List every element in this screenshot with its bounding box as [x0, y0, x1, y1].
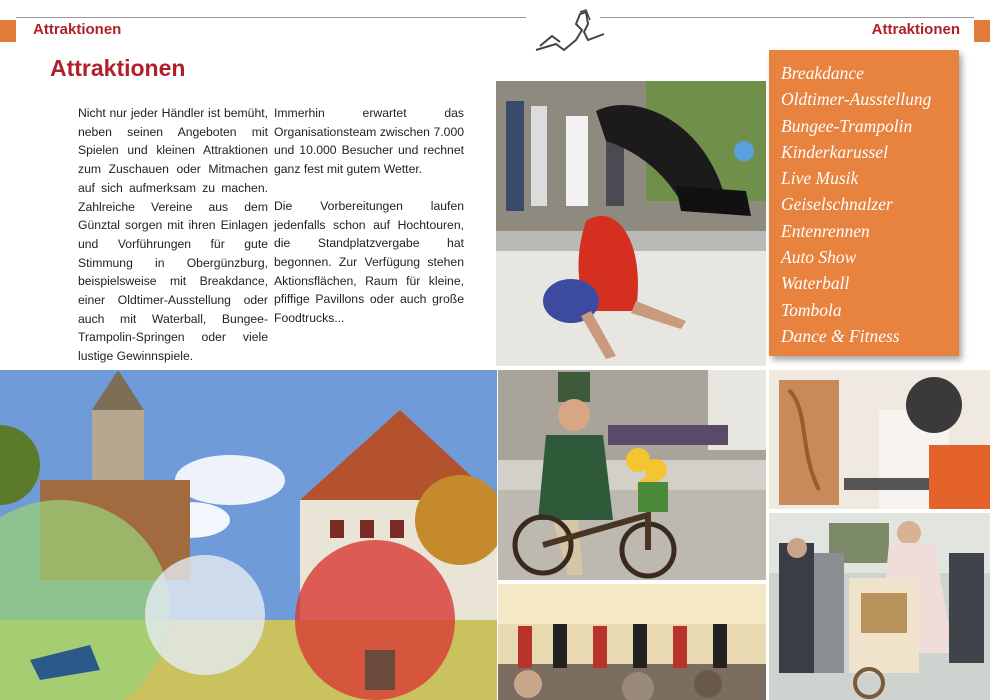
attraction-item: Oldtimer-Ausstellung	[781, 89, 932, 110]
attractions-list	[769, 50, 959, 349]
attraction-item: Tombola	[781, 299, 842, 320]
header-tab-left	[0, 20, 16, 42]
attraction-item: Kinderkarussel	[781, 141, 888, 162]
attraction-item: Auto Show	[781, 247, 857, 268]
oldtimer-bicycle-photo	[498, 370, 766, 580]
paragraph: Nicht nur jeder Händler ist bemüht, neben seinen Angeboten mit Spielen und kleinen Attraktionen zum Zuschauen oder Mitmachen auf sich aufmerksam zu machen. Zahlreiche Vereine aus dem Günztal sorgen mit ihren Einlagen und Vorführungen für gute Stimmung in Obergünzburg, beispielsweise mit Breakdance, einer Oldtimer-Ausstellung oder auch mit Waterball, Bungee-Trampolin-Springen oder viele lustige Gewinnspiele.	[78, 106, 268, 364]
header-rule-right	[600, 17, 974, 18]
header-tab-right	[974, 20, 990, 42]
paragraph: Immerhin erwartet das Organisationsteam zwischen 7.000 und 10.000 Besucher und rechnet ganz fest mit gutem Wetter.	[274, 106, 464, 177]
attraction-item: Entenrennen	[781, 220, 870, 241]
attraction-item: Waterball	[781, 273, 850, 294]
attractions-box	[769, 50, 959, 356]
breakdance-photo	[496, 81, 766, 366]
barrel-organ-photo	[769, 513, 990, 700]
text-column-1	[78, 104, 268, 384]
attraction-item: Live Musik	[781, 168, 859, 189]
paragraph: Die Vorbereitungen laufen jedenfalls schon auf Hochtouren, die Standplatzvergabe hat begonnen. Zur Verfügung stehen Aktionsflächen, Raum für kleine, pfiffige Pavillons oder auch große Foodtrucks...	[274, 198, 464, 326]
attraction-item: Bungee-Trampolin	[781, 115, 913, 136]
attraction-item: Dance & Fitness	[781, 325, 900, 346]
attraction-item: Geiselschnalzer	[781, 194, 893, 215]
attraction-item: Breakdance	[781, 63, 864, 83]
header-title-left: Attraktionen	[33, 21, 122, 38]
waterball-photo	[0, 370, 497, 700]
woodcarving-photo	[769, 370, 990, 509]
town-logo-icon	[530, 6, 610, 56]
dancers-photo	[498, 584, 766, 700]
page-title: Attraktionen	[50, 55, 186, 81]
header-title-right: Attraktionen	[871, 21, 960, 38]
text-column-2	[274, 104, 464, 346]
header-rule-left	[16, 17, 526, 18]
